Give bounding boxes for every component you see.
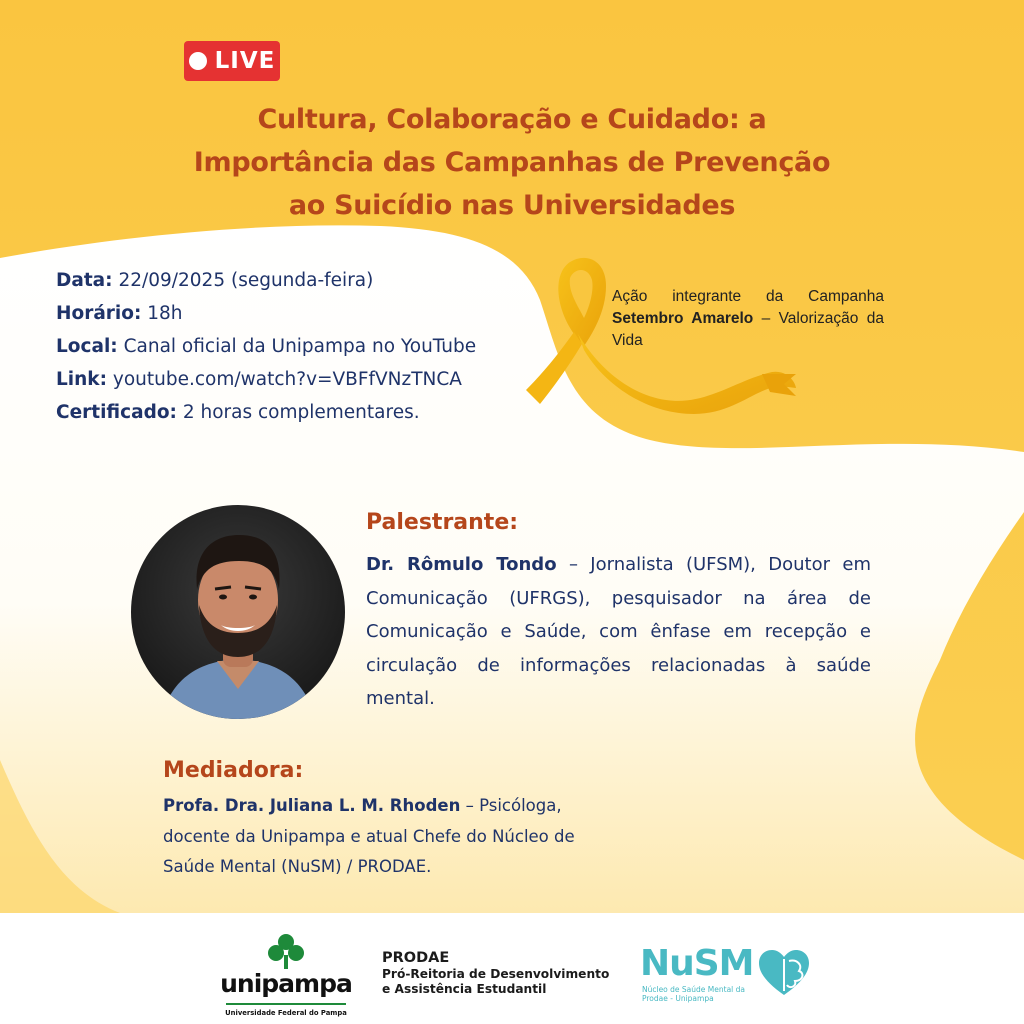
time-value: 18h: [147, 303, 183, 324]
time-label: Horário:: [56, 303, 142, 324]
title-line-3: ao Suicídio nas Universidades: [288, 190, 736, 221]
unipampa-divider: [226, 1003, 346, 1005]
speaker-description: [366, 548, 871, 716]
mediator-name: Profa. Dra. Juliana L. M. Rhoden: [163, 796, 461, 815]
nusm-subtitle: Núcleo de Saúde Mental da Prodae - Unipampa: [642, 985, 745, 1003]
campaign-suffix: – Valorização da Vida: [612, 310, 884, 349]
mediator-heading: Mediadora:: [163, 758, 304, 783]
campaign-note: [612, 286, 884, 352]
certificate-value: 2 horas complementares.: [182, 402, 420, 423]
mediator-description: [163, 791, 618, 883]
live-label: LIVE: [214, 48, 276, 74]
time-row: [56, 297, 536, 330]
prodae-name: PRODAE: [382, 950, 450, 966]
unipampa-wordmark: unipampa: [220, 969, 352, 998]
nusm-logo: [640, 943, 820, 1013]
place-label: Local:: [56, 336, 118, 357]
mediator-bio: – Psicóloga, docente da Unipampa e atual Chefe do Núcleo de Saúde Mental (NuSM) / PRODAE.: [163, 796, 575, 876]
speaker-bio: – Jornalista (UFSM), Doutor em Comunicação (UFRGS), pesquisador na área de Comunicação e Saúde, com ênfase em recepção e circulação de informações relacionadas à saúde mental.: [366, 554, 871, 709]
prodae-line-2: e Assistência Estudantil: [382, 982, 547, 996]
title-line-1: Cultura, Colaboração e Cuidado: a: [257, 104, 767, 135]
speaker-heading: Palestrante:: [366, 510, 519, 535]
footer-logos: [0, 913, 1024, 1024]
live-dot-icon: [189, 52, 207, 70]
youtube-link[interactable]: youtube.com/watch?v=VBFfVNzTNCA: [112, 369, 462, 390]
event-details: [56, 264, 536, 429]
place-value: Canal oficial da Unipampa no YouTube: [123, 336, 477, 357]
live-badge: [184, 41, 280, 81]
link-row: [56, 363, 536, 396]
nusm-wordmark: NuSM: [640, 943, 754, 984]
nusm-heart-brain-icon: [757, 949, 811, 997]
link-label: Link:: [56, 369, 108, 390]
campaign-highlight: Setembro Amarelo: [612, 310, 754, 327]
title-line-2: Importância das Campanhas de Prevenção: [193, 147, 831, 178]
date-row: [56, 264, 536, 297]
prodae-line-1: Pró-Reitoria de Desenvolvimento: [382, 967, 610, 981]
campaign-prefix: Ação integrante da Campanha: [612, 288, 884, 305]
speaker-photo: [131, 505, 345, 719]
unipampa-logo: [218, 933, 354, 1023]
place-row: [56, 330, 496, 363]
speaker-name: Dr. Rômulo Tondo: [366, 554, 557, 575]
date-label: Data:: [56, 270, 113, 291]
certificate-label: Certificado:: [56, 402, 177, 423]
unipampa-logo-icon: [218, 933, 354, 973]
event-title: [140, 98, 884, 227]
unipampa-subtitle: Universidade Federal do Pampa: [225, 1009, 347, 1017]
prodae-logo: [382, 950, 632, 997]
date-value: 22/09/2025 (segunda-feira): [118, 270, 374, 291]
certificate-row: [56, 396, 536, 429]
